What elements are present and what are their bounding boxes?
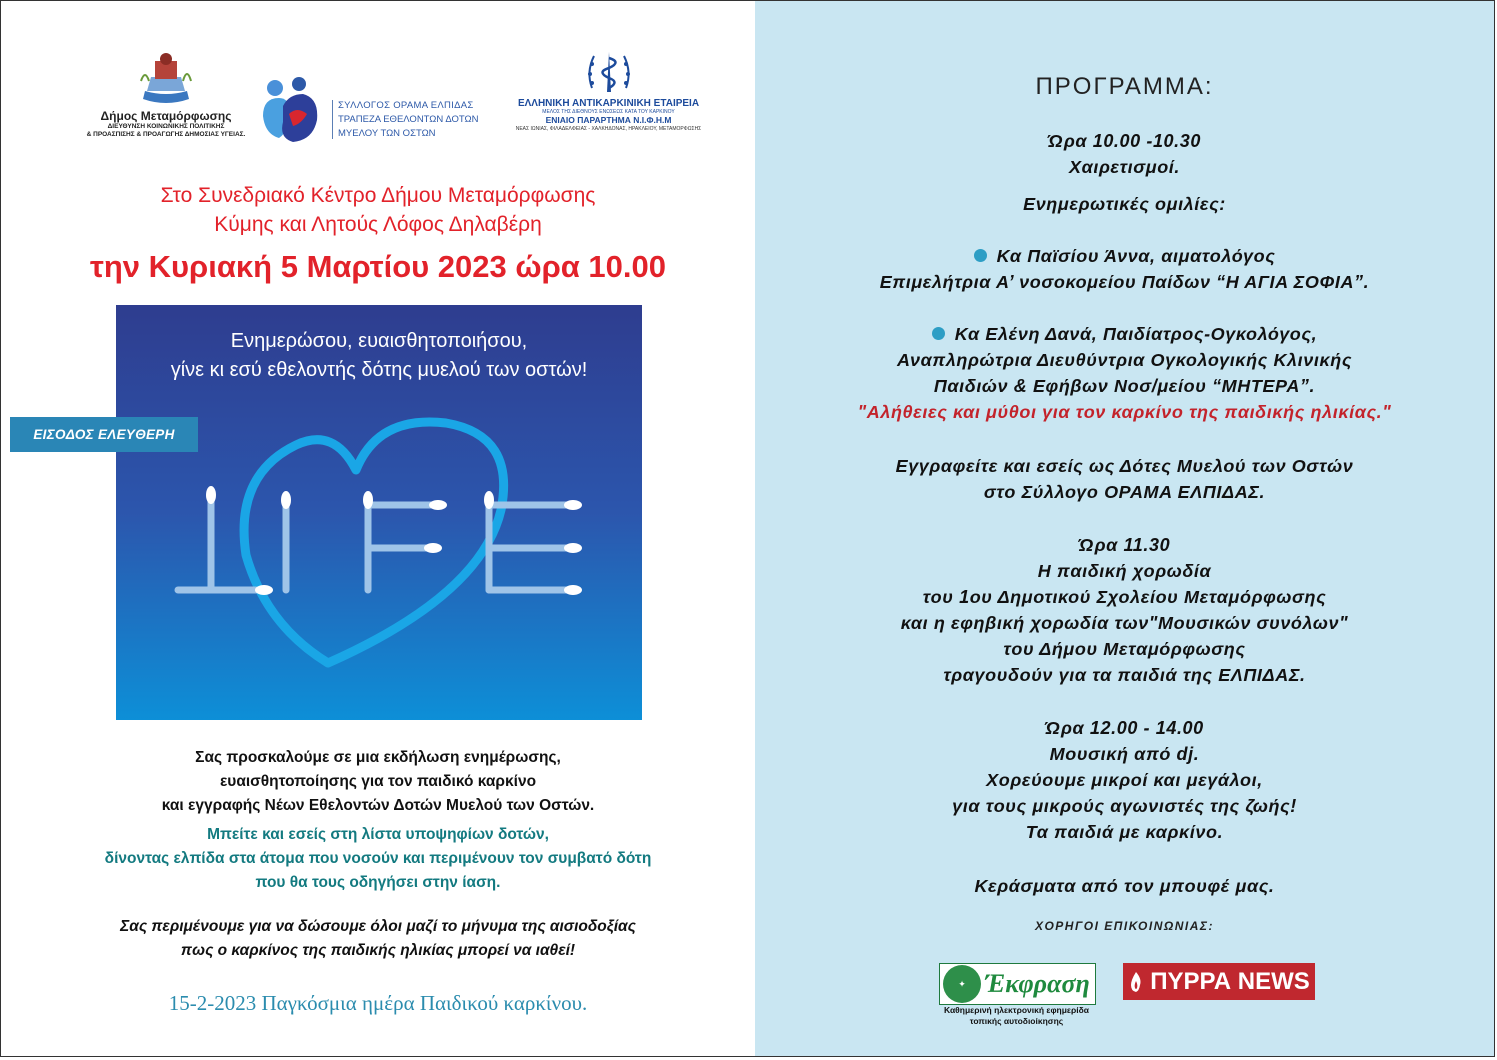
pyrra-news-logo — [1123, 963, 1315, 1000]
free-entry-badge: ΕΙΣΟΔΟΣ ΕΛΕΥΘΕΡΗ — [10, 417, 198, 452]
closing-line1: Σας περιμένουμε για να δώσουμε όλοι μαζί το μήνυμα της αισιοδοξίας — [120, 918, 636, 935]
orama-logo — [259, 76, 499, 151]
treats-text: Κεράσματα από τον μπουφέ μας. — [974, 876, 1275, 896]
call-text — [1, 823, 755, 895]
session2-time: Ώρα 11.30 — [1078, 535, 1171, 555]
session2-line5: τραγουδούν για τα παιδιά της ΕΛΠΙΔΑΣ. — [943, 665, 1306, 685]
orama-line1: ΣΥΛΛΟΓΟΣ ΟΡΑΜΑ ΕΛΠΙΔΑΣ — [338, 100, 474, 111]
call-line2: δίνοντας ελπίδα στα άτομα που νοσούν και περιμένουν τον συμβατό δότη — [104, 850, 652, 867]
venue-line1: Στο Συνεδριακό Κέντρο Δήμου Μεταμόρφωσης — [160, 184, 596, 207]
speaker2-line3: Παιδιών & Εφήβων Νοσ/μείου “ΜΗΤΕΡΑ”. — [933, 376, 1316, 396]
session2-line3: και η εφηβική χορωδία των"Μουσικών συνόλων" — [900, 613, 1349, 633]
call-line3: που θα τους οδηγήσει στην ίαση. — [255, 874, 501, 891]
speaker2-name: Κα Ελένη Δανά, Παιδίατρος-Ογκολόγος, — [954, 324, 1318, 344]
invitation-line2: ευαισθητοποίησης για τον παιδικό καρκίνο — [219, 773, 537, 790]
closing-text — [1, 915, 755, 963]
speaker2-line2: Αναπληρώτρια Διευθύντρια Ογκολογικής Κλινικής — [896, 350, 1353, 370]
program-panel — [755, 1, 1494, 1056]
invitation-line1: Σας προσκαλούμε σε μια εκδήλωση ενημέρωσης, — [195, 749, 561, 766]
eae-line1: ΕΛΛΗΝΙΚΗ ΑΝΤΙΚΑΡΚΙΝΙΚΗ ΕΤΑΙΡΕΙΑ — [517, 98, 700, 109]
ekfrasi-emblem-icon: ✦ — [943, 965, 981, 1003]
register-line1: Εγγραφείτε και εσείς ως Δότες Μυελού των Οστών — [895, 456, 1354, 476]
talks-title: Ενημερωτικές ομιλίες: — [1023, 194, 1226, 214]
session2-line2: του 1ου Δημοτικού Σχολείου Μεταμόρφωσης — [922, 587, 1327, 607]
poster-line1: Ενημερώσου, ευαισθητοποιήσου, — [230, 330, 528, 352]
call-line1: Μπείτε και εσείς στη λίστα υποψηφίων δοτών, — [207, 826, 549, 843]
crest-icon — [137, 51, 195, 107]
session3-line2: Χορεύουμε μικροί και μεγάλοι, — [986, 770, 1263, 790]
session3-line4: Τα παιδιά με καρκίνο. — [1025, 822, 1224, 842]
session1-time: Ώρα 10.00 -10.30 — [1048, 131, 1201, 151]
eae-line4: ΝΕΑΣ ΙΩΝΙΑΣ, ΦΙΛΑΔΕΛΦΕΙΑΣ - ΧΑΛΚΗΔΟΝΑΣ, ΗΡΑΚΛΕΙΟΥ, ΜΕΤΑΜΟΡΦΩΣΗΣ — [515, 126, 702, 132]
eae-line3: ΕΝΙΑΙΟ ΠΑΡΑΡΤΗΜΑ Ν.Ι.Φ.Η.Μ — [545, 115, 672, 125]
speaker1-name: Κα Παϊσίου Άννα, αιματολόγος — [996, 246, 1276, 266]
orama-line2: ΤΡΑΠΕΖΑ ΕΘΕΛΟΝΤΩΝ ΔΟΤΩΝ — [338, 114, 479, 125]
register-line2: στο Σύλλογο ΟΡΑΜΑ ΕΛΠΙΔΑΣ. — [983, 482, 1266, 502]
life-heart-icon — [116, 305, 642, 720]
orama-text — [332, 100, 493, 139]
orama-line3: ΜΥΕΛΟΥ ΤΩΝ ΟΣΤΩΝ — [338, 128, 436, 139]
footer-note: 15-2-2023 Παγκόσμια ημέρα Παιδικού καρκίνου. — [168, 991, 588, 1015]
session2-line1: Η παιδική χορωδία — [1037, 561, 1212, 581]
eae-logo — [501, 48, 716, 132]
ekfrasi-sub2: τοπικής αυτοδιοίκησης — [969, 1016, 1064, 1026]
invitation-line3: και εγγραφής Νέων Εθελοντών Δοτών Μυελού των Οστών. — [161, 797, 595, 814]
ekfrasi-logo — [939, 963, 1096, 1005]
venue-line2: Κύμης και Λητούς Λόφος Δηλαβέρη — [214, 213, 542, 236]
dimos-name: Δήμος Μεταμόρφωσης — [100, 109, 232, 123]
session1-text: Χαιρετισμοί. — [1068, 157, 1181, 177]
dimos-logo — [61, 51, 271, 139]
session2-line4: του Δήμου Μεταμόρφωσης — [1003, 639, 1246, 659]
invitation-text — [1, 746, 755, 818]
speaker1-line1 — [755, 243, 1494, 269]
bullet-icon — [974, 249, 987, 262]
eae-emblem-icon — [584, 48, 634, 96]
program-title: ΠΡΟΓΡΑΜΜΑ: — [1035, 73, 1214, 100]
session3-line3: για τους μικρούς αγωνιστές της ζωής! — [952, 796, 1297, 816]
ekfrasi-name: Έκφραση — [985, 969, 1090, 998]
left-panel — [1, 1, 755, 1056]
event-date: την Κυριακή 5 Μαρτίου 2023 ώρα 10.00 — [89, 249, 666, 284]
pyrra-news-name: ΠΥΡΡΑ NEWS — [1150, 967, 1310, 995]
eae-line2: ΜΕΛΟΣ ΤΗΣ ΔΙΕΘΝΟΥΣ ΕΝΩΣΕΩΣ ΚΑΤΑ ΤΟΥ ΚΑΡΚΙΝΟΥ — [542, 109, 675, 115]
session3-line1: Μουσική από dj. — [1049, 744, 1200, 764]
orama-figures-icon — [259, 76, 329, 151]
dimos-sub2: & ΠΡΟΑΣΠΙΣΗΣ & ΠΡΟΑΓΩΓΗΣ ΔΗΜΟΣΙΑΣ ΥΓΕΙΑΣ. — [86, 131, 246, 138]
poster-line2: γίνε κι εσύ εθελοντής δότης μυελού των οστών! — [170, 359, 588, 381]
ekfrasi-sub1: Καθημερινή ηλεκτρονική εφημερίδα — [944, 1005, 1089, 1015]
flame-icon — [1128, 971, 1144, 993]
life-poster — [116, 305, 642, 720]
speaker2-topic: "Αλήθειες και μύθοι για τον καρκίνο της παιδικής ηλικίας." — [857, 402, 1392, 422]
speaker1-line2: Επιμελήτρια Α’ νοσοκομείου Παίδων “Η ΑΓΙΑ ΣΟΦΙΑ”. — [879, 272, 1370, 292]
bullet-icon — [932, 327, 945, 340]
closing-line2: πως ο καρκίνος της παιδικής ηλικίας μπορεί να ιαθεί! — [180, 942, 576, 959]
sponsors-title: ΧΟΡΗΓΟΙ ΕΠΙΚΟΙΝΩΝΙΑΣ: — [1034, 919, 1215, 933]
dimos-sub1: ΔΙΕΥΘΥΝΣΗ ΚΟΙΝΩΝΙΚΗΣ ΠΟΛΙΤΙΚΗΣ — [107, 123, 225, 130]
ekfrasi-subtitle — [919, 1005, 1114, 1027]
speaker2-line1 — [755, 321, 1494, 347]
session3-time: Ώρα 12.00 - 14.00 — [1045, 718, 1204, 738]
